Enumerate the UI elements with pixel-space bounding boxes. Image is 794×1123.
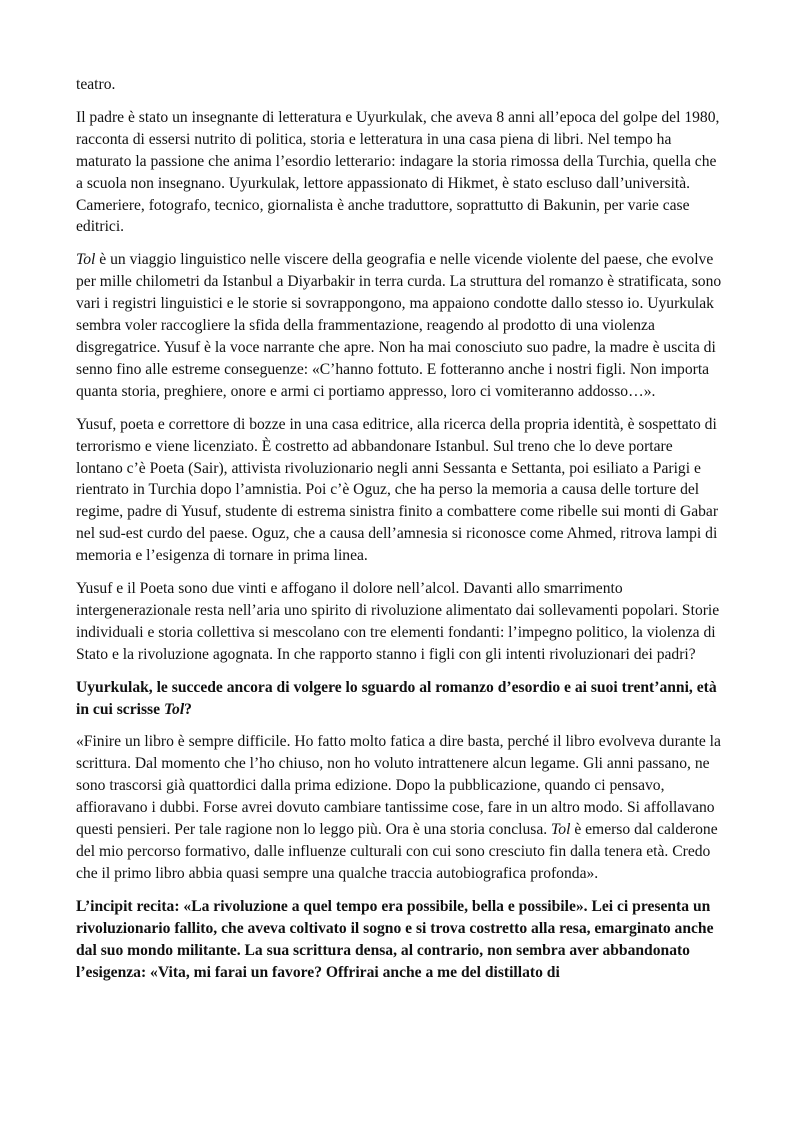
paragraph-father-biography xyxy=(76,107,722,238)
text: teatro. xyxy=(76,76,116,93)
paragraph-fragment xyxy=(76,74,722,96)
text: Il padre è stato un insegnante di letteratura e Uyurkulak, che aveva 8 anni all’epoca del golpe del 1980, racconta di essersi nutrito di politica, storia e letteratura in una casa piena di libri. Nel tempo ha maturato la passione che anima l’esordio letterario: indagare la storia rimossa della Turchia, quella che a scuola non insegnano. Uyurkulak, lettore appassionato di Hikmet, è stato escluso dall’università. Cameriere, fotografo, tecnico, giornalista è anche traduttore, soprattutto di Bakunin, per varie case editrici. xyxy=(76,108,720,236)
text: è emerso dal calderone del mio percorso formativo, dalle influenze culturali con cui sono cresciuto fin dalla tenera età. Credo che il primo libro abbia quasi sempre una qualche traccia autobiografica profonda». xyxy=(76,821,718,882)
text: L’incipit recita: «La rivoluzione a quel tempo era possibile, bella e possibile». Lei ci presenta un rivoluzionario fallito, che aveva coltivato il sogno e si trova costretto alla resa, emarginato anche dal suo mondo militante. La sua scrittura densa, al contrario, non sembra aver abbandonato l’esigenza: «Vita, mi farai un favore? Offrirai anche a me del distillato di xyxy=(76,897,714,981)
interview-question-1 xyxy=(76,677,722,721)
text: Yusuf, poeta e correttore di bozze in una casa editrice, alla ricerca della propria identità, è sospettato di terrorismo e viene licenziato. È costretto ad abbandonare Istanbul. Sul treno che lo deve portare lontano c’è Poeta (Sair), attivista rivoluzionario negli anni Sessanta e Settanta, poi esiliato a Parigi e rientrato in Turchia dopo l’amnistia. Poi c’è Oguz, che ha perso la memoria a causa delle torture del regime, padre di Yusuf, studente di estrema sinistra finito a combattere come ribelle sui monti di Gabar nel sud-est curdo del paese. Oguz, che a causa dell’amnesia si riconosce come Ahmed, ritrova lampi di memoria e l’esigenza di tornare in prima linea. xyxy=(76,415,719,565)
book-title: Tol xyxy=(551,821,571,839)
paragraph-yusuf-plot xyxy=(76,414,722,567)
paragraph-tol-overview xyxy=(76,249,722,402)
article-body xyxy=(76,74,722,994)
interview-answer-1 xyxy=(76,731,722,884)
book-title: Tol xyxy=(163,700,185,718)
text: Uyurkulak, le succede ancora di volgere lo sguardo al romanzo d’esordio e ai suoi trent’anni, età in cui scrisse xyxy=(76,678,717,718)
text: «Finire un libro è sempre difficile. Ho fatto molto fatica a dire basta, perché il libro evolveva durante la scrittura. Dal momento che l’ho chiuso, non ho voluto intrattenere alcun legame. Gli anni passano, ne sono trascorsi già quattordici dalla prima edizione. Dopo la pubblicazione, quando ci pensavo, affioravano i dubbi. Forse avrei dovuto cambiare tantissime cose, fare in un altro modo. Si affollavano questi pensieri. Per tale ragione non lo leggo più. Ora è una storia conclusa. xyxy=(76,733,721,839)
text: ? xyxy=(184,700,192,718)
paragraph-generations xyxy=(76,578,722,666)
book-title: Tol xyxy=(76,251,96,269)
text: Yusuf e il Poeta sono due vinti e affogano il dolore nell’alcol. Davanti allo smarrimento intergenerazionale resta nell’aria uno spirito di rivoluzione alimentato dai sollevamenti popolari. Storie individuali e storia collettiva si mescolano con tre elementi fondanti: l’impegno politico, la violenza di Stato e la rivoluzione agognata. In che rapporto stanno i figli con gli intenti rivoluzionari dei padri? xyxy=(76,580,720,663)
interview-question-2 xyxy=(76,896,722,984)
text: è un viaggio linguistico nelle viscere della geografia e nelle vicende violente del paese, che evolve per mille chilometri da Istanbul a Diyarbakir in terra curda. La struttura del romanzo è stratificata, sono vari i registri linguistici e le storie si sovrappongono, ma appaiono condotte dallo stesso io. Uyurkulak sembra voler raccogliere la sfida della frammentazione, reagendo al prodotto di una violenza disgregatrice. Yusuf è la voce narrante che apre. Non ha mai conosciuto suo padre, la madre è uscita di senno fino alle estreme conseguenze: «C’hanno fottuto. E fotteranno anche i nostri figli. Non importa quanta storia, preghiere, onore e armi ci portiamo appresso, loro ci vomiteranno addosso…». xyxy=(76,251,722,400)
